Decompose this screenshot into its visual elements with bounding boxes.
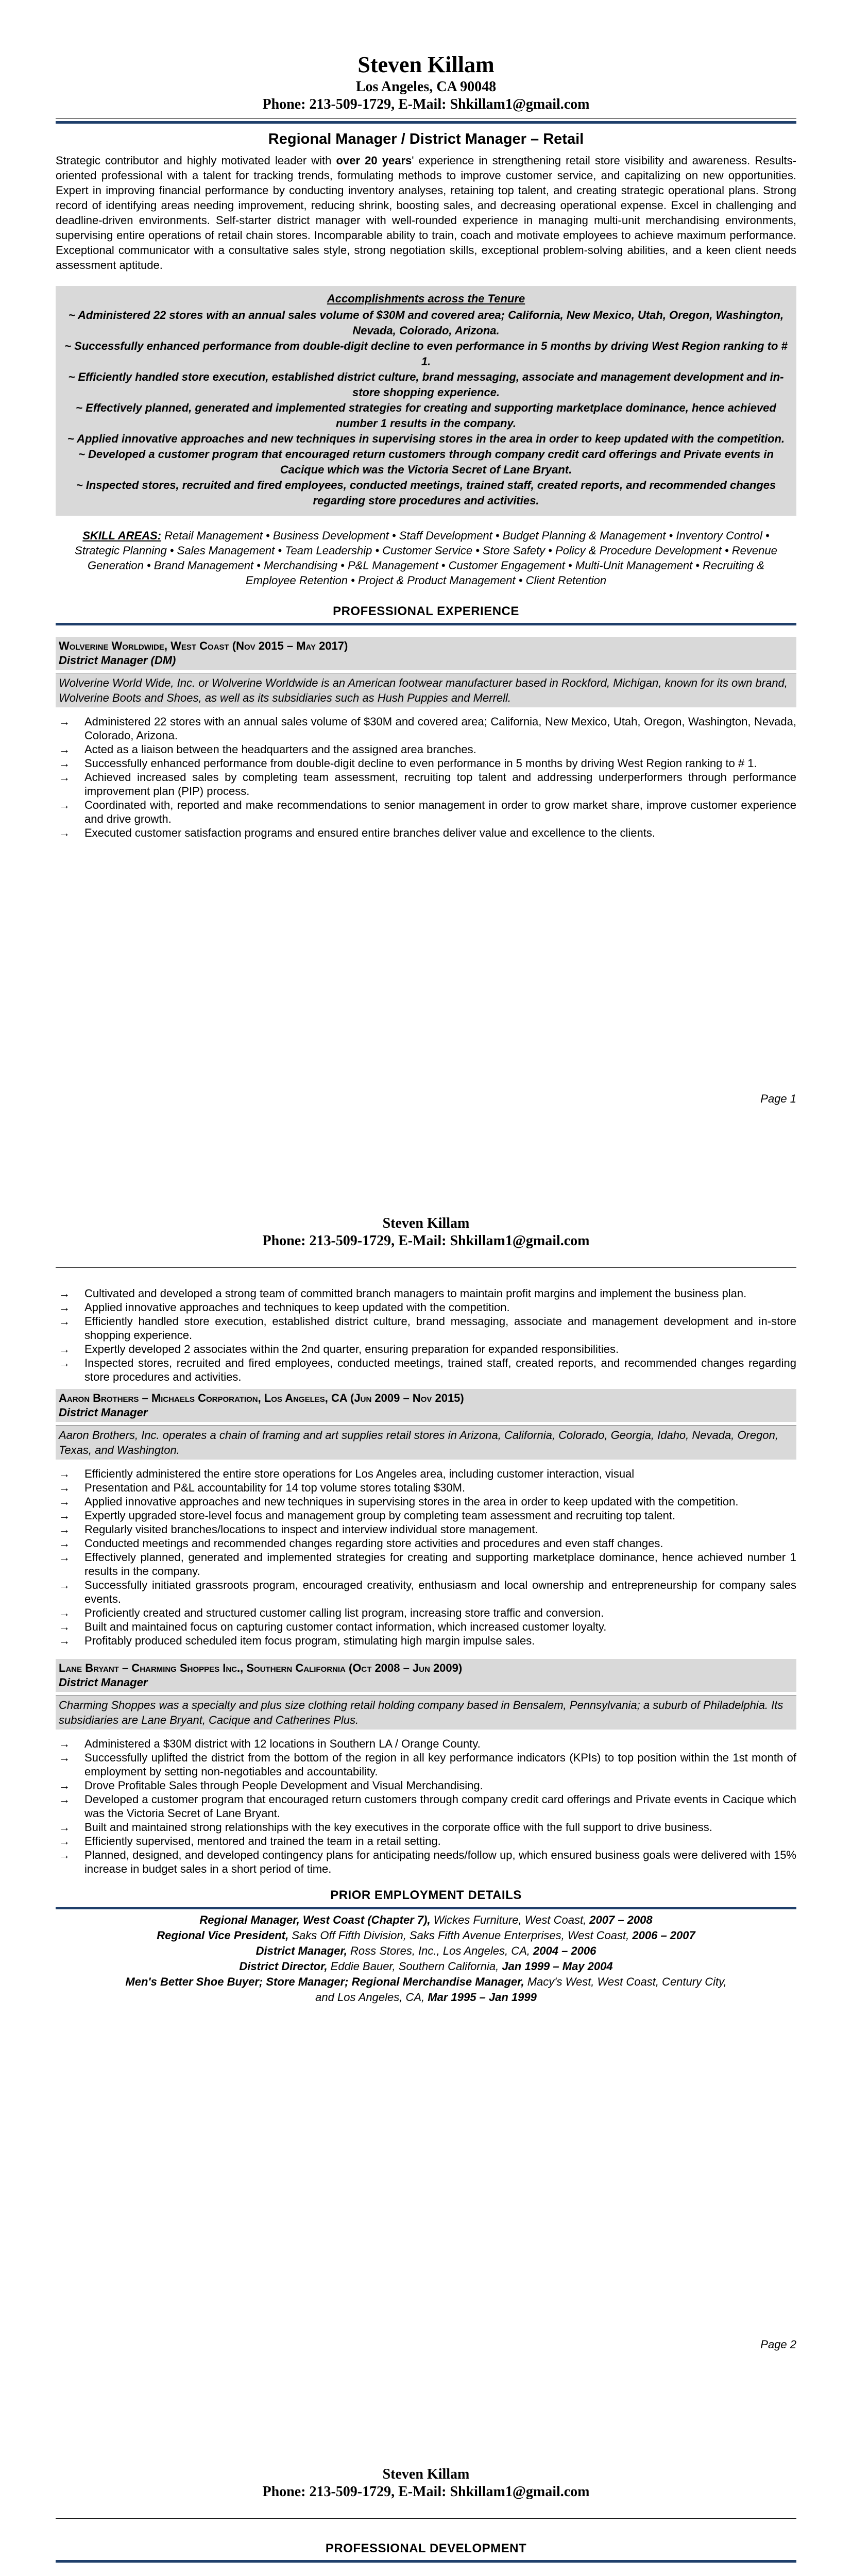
company-description: Wolverine World Wide, Inc. or Wolverine Worldwide is an American footwear manufacturer based in Rockford, Michigan, known for its own brand, Wolverine Boots and Shoes, as well as its subsidiaries such as Hush Puppies and Merrell. xyxy=(56,673,796,707)
job-header xyxy=(56,637,796,670)
prior-dates: Mar 1995 – Jan 1999 xyxy=(428,1991,537,2004)
list-item: → Efficiently supervised, mentored and trained the team in a retail setting. xyxy=(56,1834,796,1848)
list-item: → Profitably produced scheduled item focus program, stimulating high margin impulse sales. xyxy=(56,1634,796,1648)
page-header xyxy=(56,1215,796,1250)
prior-item xyxy=(56,1912,796,1928)
contact-line: Phone: 213-509-1729, E-Mail: Shkillam1@gmail.com xyxy=(262,1233,590,1249)
accomplishment-item: ~ Inspected stores, recruited and fired employees, conducted meetings, trained staff, created reports, and recommended changes regarding store procedures and activities. xyxy=(76,479,776,507)
skill-areas xyxy=(71,528,781,588)
list-item: → Effectively planned, generated and implemented strategies for creating and supporting marketplace dominance, hence achieved number 1 results in the company. xyxy=(56,1550,796,1578)
job-header xyxy=(56,1389,796,1422)
list-item: → Applied innovative approaches and techniques to keep updated with the competition. xyxy=(56,1300,796,1314)
prior-org: Saks Off Fifth Division, Saks Fifth Avenue Enterprises, West Coast, xyxy=(288,1929,633,1942)
section-rule xyxy=(56,1907,796,1909)
skill-areas-label: SKILL AREAS: xyxy=(82,529,162,542)
section-title: PROFESSIONAL EXPERIENCE xyxy=(333,604,519,618)
list-item: → Presentation and P&L accountability for 14 top volume stores totaling $30M. xyxy=(56,1481,796,1495)
divider xyxy=(56,2518,796,2519)
list-item: → Acted as a liaison between the headquarters and the assigned area branches. xyxy=(56,742,796,756)
list-item: → Planned, designed, and developed contingency plans for anticipating needs/follow up, which ensured business goals were delivered with 15% increase in budget sales in a short period of time. xyxy=(56,1848,796,1876)
accomplishment-item: ~ Developed a customer program that encouraged return customers through company credit card offerings and Private events in Cacique which was the Victoria Secret of Lane Bryant. xyxy=(78,448,774,476)
page-header xyxy=(56,2466,796,2501)
company-name: Wolverine Worldwide, West Coast (Nov 2015 – May 2017) xyxy=(59,639,348,652)
prior-org: Eddie Bauer, Southern California, xyxy=(327,1960,502,1973)
prior-role: District Director, xyxy=(239,1960,328,1973)
prior-role: Men's Better Shoe Buyer; Store Manager; Regional Merchandise Manager, xyxy=(125,1975,524,1988)
summary-text: Strategic contributor and highly motivated leader with xyxy=(56,154,336,167)
list-item: → Proficiently created and structured customer calling list program, increasing store traffic and conversion. xyxy=(56,1606,796,1620)
prior-org: Macy's West, West Coast, Century City, and Los Angeles, CA, xyxy=(315,1975,727,2004)
prior-dates: 2006 – 2007 xyxy=(632,1929,695,1942)
section-rule xyxy=(56,2560,796,2563)
prior-item xyxy=(56,1943,796,1959)
page-number: Page 1 xyxy=(760,1092,796,1105)
section-rule xyxy=(56,623,796,625)
accomplishments-box xyxy=(56,286,796,516)
list-item: → Expertly upgraded store-level focus and management group by completing team assessment and recruiting top talent. xyxy=(56,1509,796,1522)
prior-dates: 2007 – 2008 xyxy=(589,1913,653,1926)
job-bullets xyxy=(56,1467,796,1648)
prior-role: Regional Vice President, xyxy=(157,1929,289,1942)
prior-dates: 2004 – 2006 xyxy=(533,1944,597,1957)
list-item: → Cultivated and developed a strong team of committed branch managers to maintain profit margins and implement the business plan. xyxy=(56,1286,796,1300)
prior-list xyxy=(56,1912,796,2005)
prior-section xyxy=(56,1887,796,1909)
company-name: Aaron Brothers – Michaels Corporation, Los Angeles, CA (Jun 2009 – Nov 2015) xyxy=(59,1392,464,1404)
page-1 xyxy=(0,0,852,1205)
list-item: → Achieved increased sales by completing team assessment, recruiting top talent and addressing underperformers through performance improvement plan (PIP) process. xyxy=(56,770,796,798)
company-name: Lane Bryant – Charming Shoppes Inc., Southern California (Oct 2008 – Jun 2009) xyxy=(59,1662,463,1674)
list-item: → Drove Profitable Sales through People Development and Visual Merchandising. xyxy=(56,1778,796,1792)
prior-org: Wickes Furniture, West Coast, xyxy=(430,1913,590,1926)
prior-item xyxy=(56,1928,796,1943)
candidate-name: Steven Killam xyxy=(357,52,495,77)
job-bullets xyxy=(56,1286,796,1384)
list-item: → Inspected stores, recruited and fired employees, conducted meetings, trained staff, created reports, and recommended changes regarding store procedures and activities. xyxy=(56,1356,796,1384)
page-2 xyxy=(0,1205,852,2409)
development-section xyxy=(56,2540,796,2563)
contact-line: Phone: 213-509-1729, E-Mail: Shkillam1@gmail.com xyxy=(262,96,590,112)
list-item: → Executed customer satisfaction programs and ensured entire branches deliver value and excellence to the clients. xyxy=(56,826,796,840)
list-item: → Built and maintained strong relationships with the key executives in the corporate office with the full support to drive business. xyxy=(56,1820,796,1834)
accomplishment-item: ~ Effectively planned, generated and implemented strategies for creating and supporting marketplace dominance, hence achieved number 1 results in the company. xyxy=(76,401,776,430)
section-title: PRIOR EMPLOYMENT DETAILS xyxy=(330,1888,522,1902)
prior-item xyxy=(56,1974,796,2005)
list-item: → Built and maintained focus on capturing customer contact information, which increased customer loyalty. xyxy=(56,1620,796,1634)
list-item: → Developed a customer program that encouraged return customers through company credit card offerings and Private events in Cacique which was the Victoria Secret of Lane Bryant. xyxy=(56,1792,796,1820)
job-header xyxy=(56,1659,796,1692)
list-item: → Applied innovative approaches and new techniques in supervising stores in the area in order to keep updated with the competition. xyxy=(56,1495,796,1509)
location: Los Angeles, CA 90048 xyxy=(355,79,497,95)
list-item: → Expertly developed 2 associates within the 2nd quarter, ensuring preparation for expanded responsibilities. xyxy=(56,1342,796,1356)
company-description: Charming Shoppes was a specialty and plus size clothing retail holding company based in Bensalem, Pennsylvania; a suburb of Philadelphia. Its subsidiaries are Lane Bryant, Cacique and Catherines Plus. xyxy=(56,1695,796,1730)
summary-bold: over 20 years xyxy=(336,154,412,167)
accomplishment-item: ~ Efficiently handled store execution, established district culture, brand messaging, associate and management development and in-store shopping experience. xyxy=(68,370,784,399)
contact-line: Phone: 213-509-1729, E-Mail: Shkillam1@gmail.com xyxy=(262,2484,590,2500)
list-item: → Administered 22 stores with an annual sales volume of $30M and covered area; California, New Mexico, Utah, Oregon, Washington, Nevada, Colorado, Arizona. xyxy=(56,715,796,742)
list-item: → Efficiently administered the entire store operations for Los Angeles area, including customer interaction, visual xyxy=(56,1467,796,1481)
section-title: PROFESSIONAL DEVELOPMENT xyxy=(325,2541,527,2555)
list-item: → Regularly visited branches/locations to inspect and interview individual store management. xyxy=(56,1522,796,1536)
company-description: Aaron Brothers, Inc. operates a chain of framing and art supplies retail stores in Arizona, California, Colorado, Georgia, Idaho, Nevada, Oregon, Texas, and Washington. xyxy=(56,1425,796,1460)
list-item: → Efficiently handled store execution, established district culture, brand messaging, associate and management development and in-store shopping experience. xyxy=(56,1314,796,1342)
accomplishment-item: ~ Applied innovative approaches and new techniques in supervising stores in the area in order to keep updated with the competition. xyxy=(67,432,785,445)
job-role: District Manager xyxy=(59,1406,148,1419)
prior-item xyxy=(56,1959,796,1974)
job-bullets xyxy=(56,715,796,840)
headline: Regional Manager / District Manager – Retail xyxy=(268,131,584,147)
list-item: → Coordinated with, reported and make recommendations to senior management in order to grow market share, improve customer experience and drive growth. xyxy=(56,798,796,826)
list-item: → Successfully uplifted the district from the bottom of the region in all key performance indicators (KPIs) to top position within the 1st month of employment by setting non-negotiables and accountability. xyxy=(56,1751,796,1778)
prior-dates: Jan 1999 – May 2004 xyxy=(502,1960,613,1973)
page-number: Page 2 xyxy=(760,2338,796,2351)
divider xyxy=(56,1267,796,1268)
accomplishments-title: Accomplishments across the Tenure xyxy=(327,292,525,305)
list-item: → Conducted meetings and recommended changes regarding store activities and procedures and even staff changes. xyxy=(56,1536,796,1550)
accomplishment-item: ~ Administered 22 stores with an annual sales volume of $30M and covered area; California, New Mexico, Utah, Oregon, Washington, Nevada, Colorado, Arizona. xyxy=(68,309,784,337)
divider xyxy=(56,118,796,119)
candidate-name: Steven Killam xyxy=(382,1215,470,1231)
job-role: District Manager xyxy=(59,1676,148,1689)
skill-areas-text: Retail Management • Business Development • Staff Development • Budget Planning & Management • Inventory Control • Strategic Planning • Sales Management • Team Leadership • Customer Service • Store Safety • Policy & Procedure Development • Revenue Generation • Brand Management • Merchandising • P&L Management • Customer Engagement • Multi-Unit Management • Recruiting & Employee Retention • Project & Product Management • Client Retention xyxy=(75,529,777,587)
job-bullets xyxy=(56,1737,796,1876)
prior-org: Ross Stores, Inc., Los Angeles, CA, xyxy=(347,1944,534,1957)
divider-thick xyxy=(56,121,796,124)
summary-text-2: ' experience in strengthening retail store visibility and awareness. Results-oriented professional with a talent for tracking trends, formulating methods to improve customer service, and capitalizing on new opportunities. Expert in improving financial performance by conducting inventory analyses, retaining top talent, and creating strategic operational plans. Strong record of identifying areas needing improvement, reducing shrink, boosting sales, and decreasing operational expense. Excel in challenging and deadline-driven environments. Self-starter district manager with well-rounded experience in managing multi-unit merchandising environments, supervising entire operations of retail chain stores. Incomparable ability to train, coach and motivate employees to achieve maximum performance. Exceptional communicator with a consultative sales style, strong negotiation skills, exceptional problem-solving abilities, and a keen client needs assessment aptitude. xyxy=(56,154,797,272)
list-item: → Administered a $30M district with 12 locations in Southern LA / Orange County. xyxy=(56,1737,796,1751)
prior-role: Regional Manager, West Coast (Chapter 7), xyxy=(199,1913,431,1926)
job-role: District Manager (DM) xyxy=(59,654,176,667)
summary xyxy=(56,153,796,273)
page-3 xyxy=(0,2409,852,2576)
accomplishment-item: ~ Successfully enhanced performance from double-digit decline to even performance in 5 months by driving West Region ranking to # 1. xyxy=(64,340,788,368)
prior-role: District Manager, xyxy=(255,1944,347,1957)
list-item: → Successfully initiated grassroots program, encouraged creativity, enthusiasm and local ownership and entrepreneurship for company sales events. xyxy=(56,1578,796,1606)
experience-section xyxy=(56,603,796,625)
list-item: → Successfully enhanced performance from double-digit decline to even performance in 5 months by driving West Region ranking to # 1. xyxy=(56,756,796,770)
candidate-name: Steven Killam xyxy=(382,2466,470,2482)
